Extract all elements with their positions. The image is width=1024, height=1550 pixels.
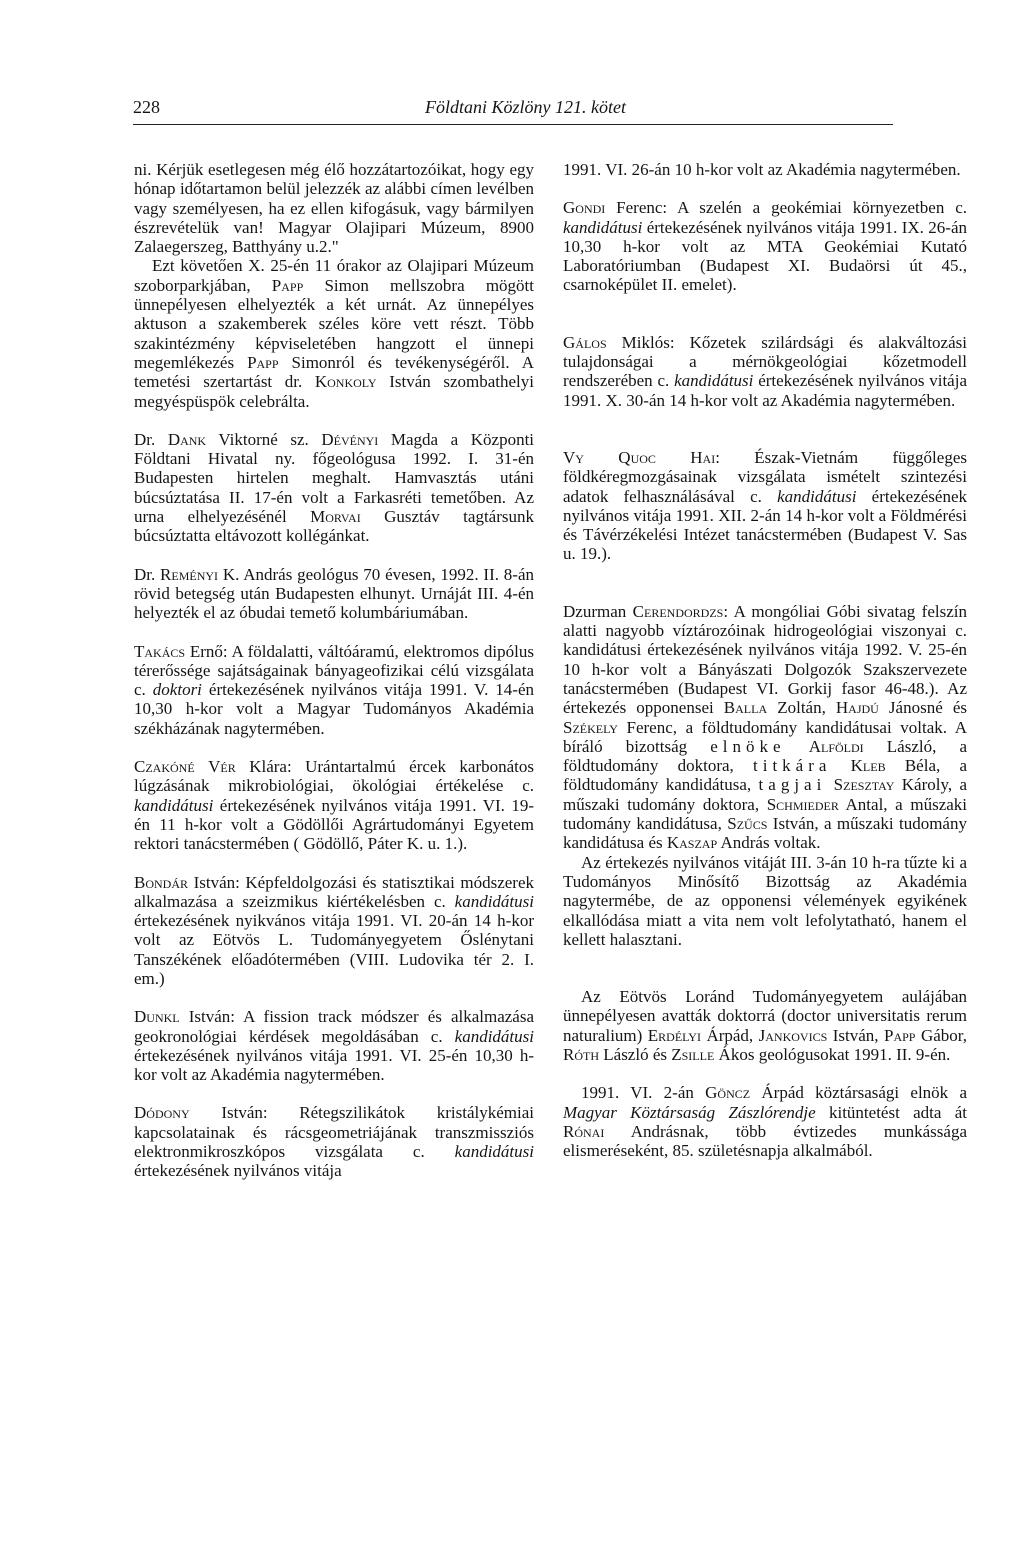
italic-text: kandidátusi <box>674 371 754 391</box>
text-run: értekezésének nyilvános vitája 1991. X. 30-án 14 h-kor volt az Akadémia nagytermében. <box>563 371 967 410</box>
text-run: 1991. VI. 2-án <box>581 1083 706 1103</box>
person-name: Cerendordzs <box>632 601 724 621</box>
defense-entry <box>563 198 967 294</box>
spaced-word: titkára <box>753 756 832 776</box>
person-name: Reményi <box>160 564 219 584</box>
spaced-word: tagjai <box>758 775 827 795</box>
text-run: : Észak-Vietnám függőleges földkéregmozgásainak vizsgálata ismételt szintezési adatok felhasználásával c. <box>563 447 967 506</box>
text-run: Ferenc, a földtudomány kandidátusai voltak. A bíráló bizottság <box>563 717 967 756</box>
left-column <box>134 160 534 1181</box>
text-run: K. András geológus 70 évesen, 1992. II. 8-án rövid betegség után Budapesten elhunyt. Urnáját III. 4-én helyezték el az óbudai temető kolumbáriumában. <box>134 564 534 623</box>
obituary-entry <box>134 430 534 546</box>
text-run: Ákos geológusokat 1991. II. 9-én. <box>714 1044 951 1064</box>
text-run: Miklós: Kőzetek szilárdsági és alakváltozási tulajdonságai a mérnökgeológiai kőzetmodell rendszerében c. <box>563 332 967 391</box>
text-run: értekezésének nyilvános vitája 1991. V. 14-én 10,30 h-kor volt a Magyar Tudományos Akadémia székházának nagytermében. <box>134 680 535 738</box>
person-name: Papp <box>884 1025 916 1045</box>
text-run: Dr. <box>134 564 161 584</box>
person-name: Alföldi <box>808 736 864 756</box>
text-run: értekezésének nyilvános vitája 1991. IX. 26-án 10,30 h-kor volt az MTA Geokémiai Kutató Laboratóriumban (Budapest XI. Budaörsi út 45., csarnoképület II. emelet). <box>563 217 967 295</box>
text-run: István szombathelyi megyéspüspök celebrálta. <box>134 372 534 411</box>
text-run: Gusztáv tagtársunk búcsúztatta eltávozott kollégánkat. <box>134 507 534 546</box>
text-run <box>826 775 833 794</box>
text-run: Károly, a műszaki tudomány doktora, <box>563 775 968 814</box>
journal-title: Földtani Közlöny 121. kötet <box>425 97 626 117</box>
text-run: értekezésének nyikvános vitája 1991. VI. 20-án 14 h-kor volt az Eötvös L. Tudományegyetem Őslénytani Tanszékének előadótermében (VIII. Ludovika tér 2. I. em.) <box>134 911 534 988</box>
obituary-entry <box>134 565 534 623</box>
person-name: Czakóné <box>134 757 195 777</box>
person-name: Balla <box>723 698 768 718</box>
text-run: értekezésének nyilvános vitája 1991. XII. 2-án 14 h-kor volt a Földmérési és Távérzékelési Intézet tanácstermében (Budapest V. Sas u. 19.). <box>563 486 967 564</box>
page-number: 228 <box>133 97 160 117</box>
italic-text: doktori <box>152 680 202 700</box>
text-run: kitüntetést adta át <box>815 1102 967 1122</box>
text-run: Árpád köztársasági elnök a <box>750 1083 967 1103</box>
paragraph <box>563 160 967 179</box>
text-run: Árpád, <box>700 1025 759 1045</box>
text-run: Andrásnak, több évtizedes munkássága elismeréseként, 85. születésnapja alkalmából. <box>563 1121 967 1161</box>
person-name: Konkoly <box>314 372 377 392</box>
person-name: Papp <box>271 275 304 295</box>
italic-text: kandidátusi <box>563 217 643 237</box>
person-name: Jankovics <box>758 1025 828 1045</box>
person-name: Zsille <box>671 1044 715 1064</box>
person-name: Dank <box>167 429 207 449</box>
person-name: Morvai <box>310 507 361 527</box>
person-name: Székely <box>563 717 618 737</box>
person-name: Takács <box>134 641 186 661</box>
text-run: Jánosné és <box>878 698 967 718</box>
spaced-word: elnöke <box>710 736 786 756</box>
person-name: Rónai <box>563 1121 605 1141</box>
text-run: Magda a Központi Földtani Hivatal ny. főgeológusa 1992. I. 31-én Budapesten hirtelen meghalt. Hamvasztás utáni búcsúztatása II. 17-én volt a Farkasréti temetőben. Az urna elhelyezésénél <box>134 429 535 527</box>
person-name: Schmieder <box>766 794 839 814</box>
person-name: Bondár <box>134 872 189 892</box>
text-run: László, a földtudomány doktora, <box>563 736 968 776</box>
person-name: Kaszap <box>666 833 718 853</box>
text-run: 1991. VI. 26-án 10 h-kor volt az Akadémia nagytermében. <box>563 160 961 179</box>
defense-entry <box>563 602 967 853</box>
text-run <box>831 756 850 775</box>
defense-entry <box>563 448 967 564</box>
text-run: László és <box>599 1044 672 1064</box>
text-run: István: Képfeldolgozási és statisztikai módszerek alkalmazása a szeizmikus kiértékelésben c. <box>134 872 534 911</box>
text-run: Zoltán, <box>767 698 836 718</box>
text-run: István, <box>827 1025 884 1045</box>
text-run: Béla, a földtudomány kandidátusa, <box>563 756 968 795</box>
italic-text: kandidátusi <box>134 795 214 815</box>
text-run: Antal, a műszaki tudomány kandidátusa, <box>563 794 968 834</box>
defense-entry <box>563 333 967 410</box>
person-name: Dunkl <box>134 1007 180 1027</box>
person-name: Szűcs <box>727 814 768 834</box>
text-run: Viktorné sz. <box>206 429 322 449</box>
defense-entry <box>134 757 534 853</box>
person-name: Vér <box>208 757 236 777</box>
paragraph <box>563 853 967 949</box>
paragraph <box>134 160 534 256</box>
defense-entry <box>134 873 534 989</box>
defense-entry <box>134 1007 534 1084</box>
person-name: Dévényi <box>321 429 379 449</box>
text-run: István: A fission track módszer és alkalmazása geokronológiai kérdések megoldásában c. <box>134 1007 534 1046</box>
right-column <box>563 160 967 1160</box>
italic-text: kandidátusi <box>454 1026 534 1046</box>
defense-entry <box>134 1103 534 1180</box>
text-run: Gábor, <box>915 1025 967 1045</box>
text-run: András voltak. <box>717 833 821 853</box>
paragraph <box>563 1083 967 1160</box>
text-run: értekezésének nyilvános vitája <box>134 1161 342 1181</box>
text-run: Ferenc: A szelén a geokémiai környezetben c. <box>605 198 967 218</box>
person-name: Róth <box>563 1044 600 1064</box>
italic-text: kandidátusi <box>777 486 857 506</box>
paragraph <box>563 987 967 1064</box>
text-run: Az értekezés nyilvános vitáját III. 3-án 10 h-ra tűzte ki a Tudományos Minősítő Bizottság az Akadémia nagytermébe, de az opponensi vélemények egyikének elkallódása miatt a vita nem volt lefolytatható, hanem el kellett halasztani. <box>563 852 967 949</box>
italic-text: Magyar Köztársaság Zászlórendje <box>563 1102 816 1122</box>
text-run: Simon mellszobra mögött ünnepélyesen elhelyezték a két urnát. Az ünnepélyes aktuson a szakemberek széles köre vett részt. Több szakintézmény képviseletében hangzott el ünnepi megemlékezés <box>134 275 535 372</box>
person-name: Hajdú <box>835 698 879 718</box>
person-name: Göncz <box>705 1083 751 1103</box>
person-name: Vy Quoc Hai <box>563 447 716 467</box>
text-run: Ezt követően X. 25-én 11 órakor az Olajipari Múzeum szoborparkjában, <box>134 256 534 295</box>
person-name: Gálos <box>563 332 607 352</box>
defense-entry <box>134 642 534 738</box>
text-run: István: Rétegszilikátok kristálykémiai kapcsolatainak és rácsgeometriájának transzmissziós elektronmikroszkópos vizsgálata c. <box>134 1103 534 1162</box>
header-rule <box>133 124 893 125</box>
text-run: : A mongóliai Góbi sivatag felszín alatti nagyobb víztározóinak hidrogeológiai viszonyai c. kandidátusi értekezésének nyilvános vitája 1992. V. 25-én 10 h-kor volt a Bányászati Dolgozók Szakszervezete tanácstermében (Budapest VI. Gorkij fasor 46-48.). Az értekezés opponensei <box>563 601 967 718</box>
person-name: Dódony <box>134 1103 190 1123</box>
text-run: István, a műszaki tudomány kandidátusa és <box>563 814 967 853</box>
person-name: Szesztay <box>833 775 895 795</box>
text-run: értekezésének nyilvános vitája 1991. VI. 19-én 11 h-kor volt a Gödöllői Agrártudományi Egyetem rektori tanácstermében ( Gödöllő, Páter K. u. 1.). <box>134 795 534 854</box>
text-run: értekezésének nyilvános vitája 1991. VI. 25-én 10,30 h-kor volt az Akadémia nagytermében. <box>134 1045 534 1085</box>
person-name: Erdélyi <box>647 1025 701 1045</box>
text-run: ni. Kérjük esetlegesen még élő hozzátartozóikat, hogy egy hónap időtartamon belül jelezzék az alábbi címen levélben vagy személyesen, ha ez ellen kifogásuk, vagy bármilyen észrevételük van! Magyar Olajipari Múzeum, 8900 Zalaegerszeg, Batthyány u.2." <box>134 160 534 257</box>
text-run: Klára: Urántartalmú ércek karbonátos lúgzásának mikrobiológiai, ökológiai értékelése c. <box>134 757 535 796</box>
italic-text: kandidátusi <box>454 1142 534 1162</box>
italic-text: kandidátusi <box>454 891 534 911</box>
text-run: Simonról és tevékenységéről. A temetési szertartást dr. <box>134 352 534 392</box>
text-run: Dzurman <box>563 601 633 621</box>
text-run <box>786 737 809 756</box>
page-header <box>133 89 893 129</box>
paragraph <box>134 256 534 410</box>
text-run: Az Eötvös Loránd Tudományegyetem aulájában ünnepélyesen avatták doktorrá (doctor universitatis rerum naturalium) <box>563 987 967 1045</box>
text-run: Dr. <box>134 429 168 449</box>
person-name: Papp <box>247 352 279 372</box>
person-name: Kleb <box>850 756 886 776</box>
person-name: Gondi <box>563 198 606 218</box>
text-run: Ernő: A földalatti, váltóáramú, elektromos dipólus térerőssége sajátságainak bányageofizikai célú vizsgálata c. <box>134 641 534 700</box>
